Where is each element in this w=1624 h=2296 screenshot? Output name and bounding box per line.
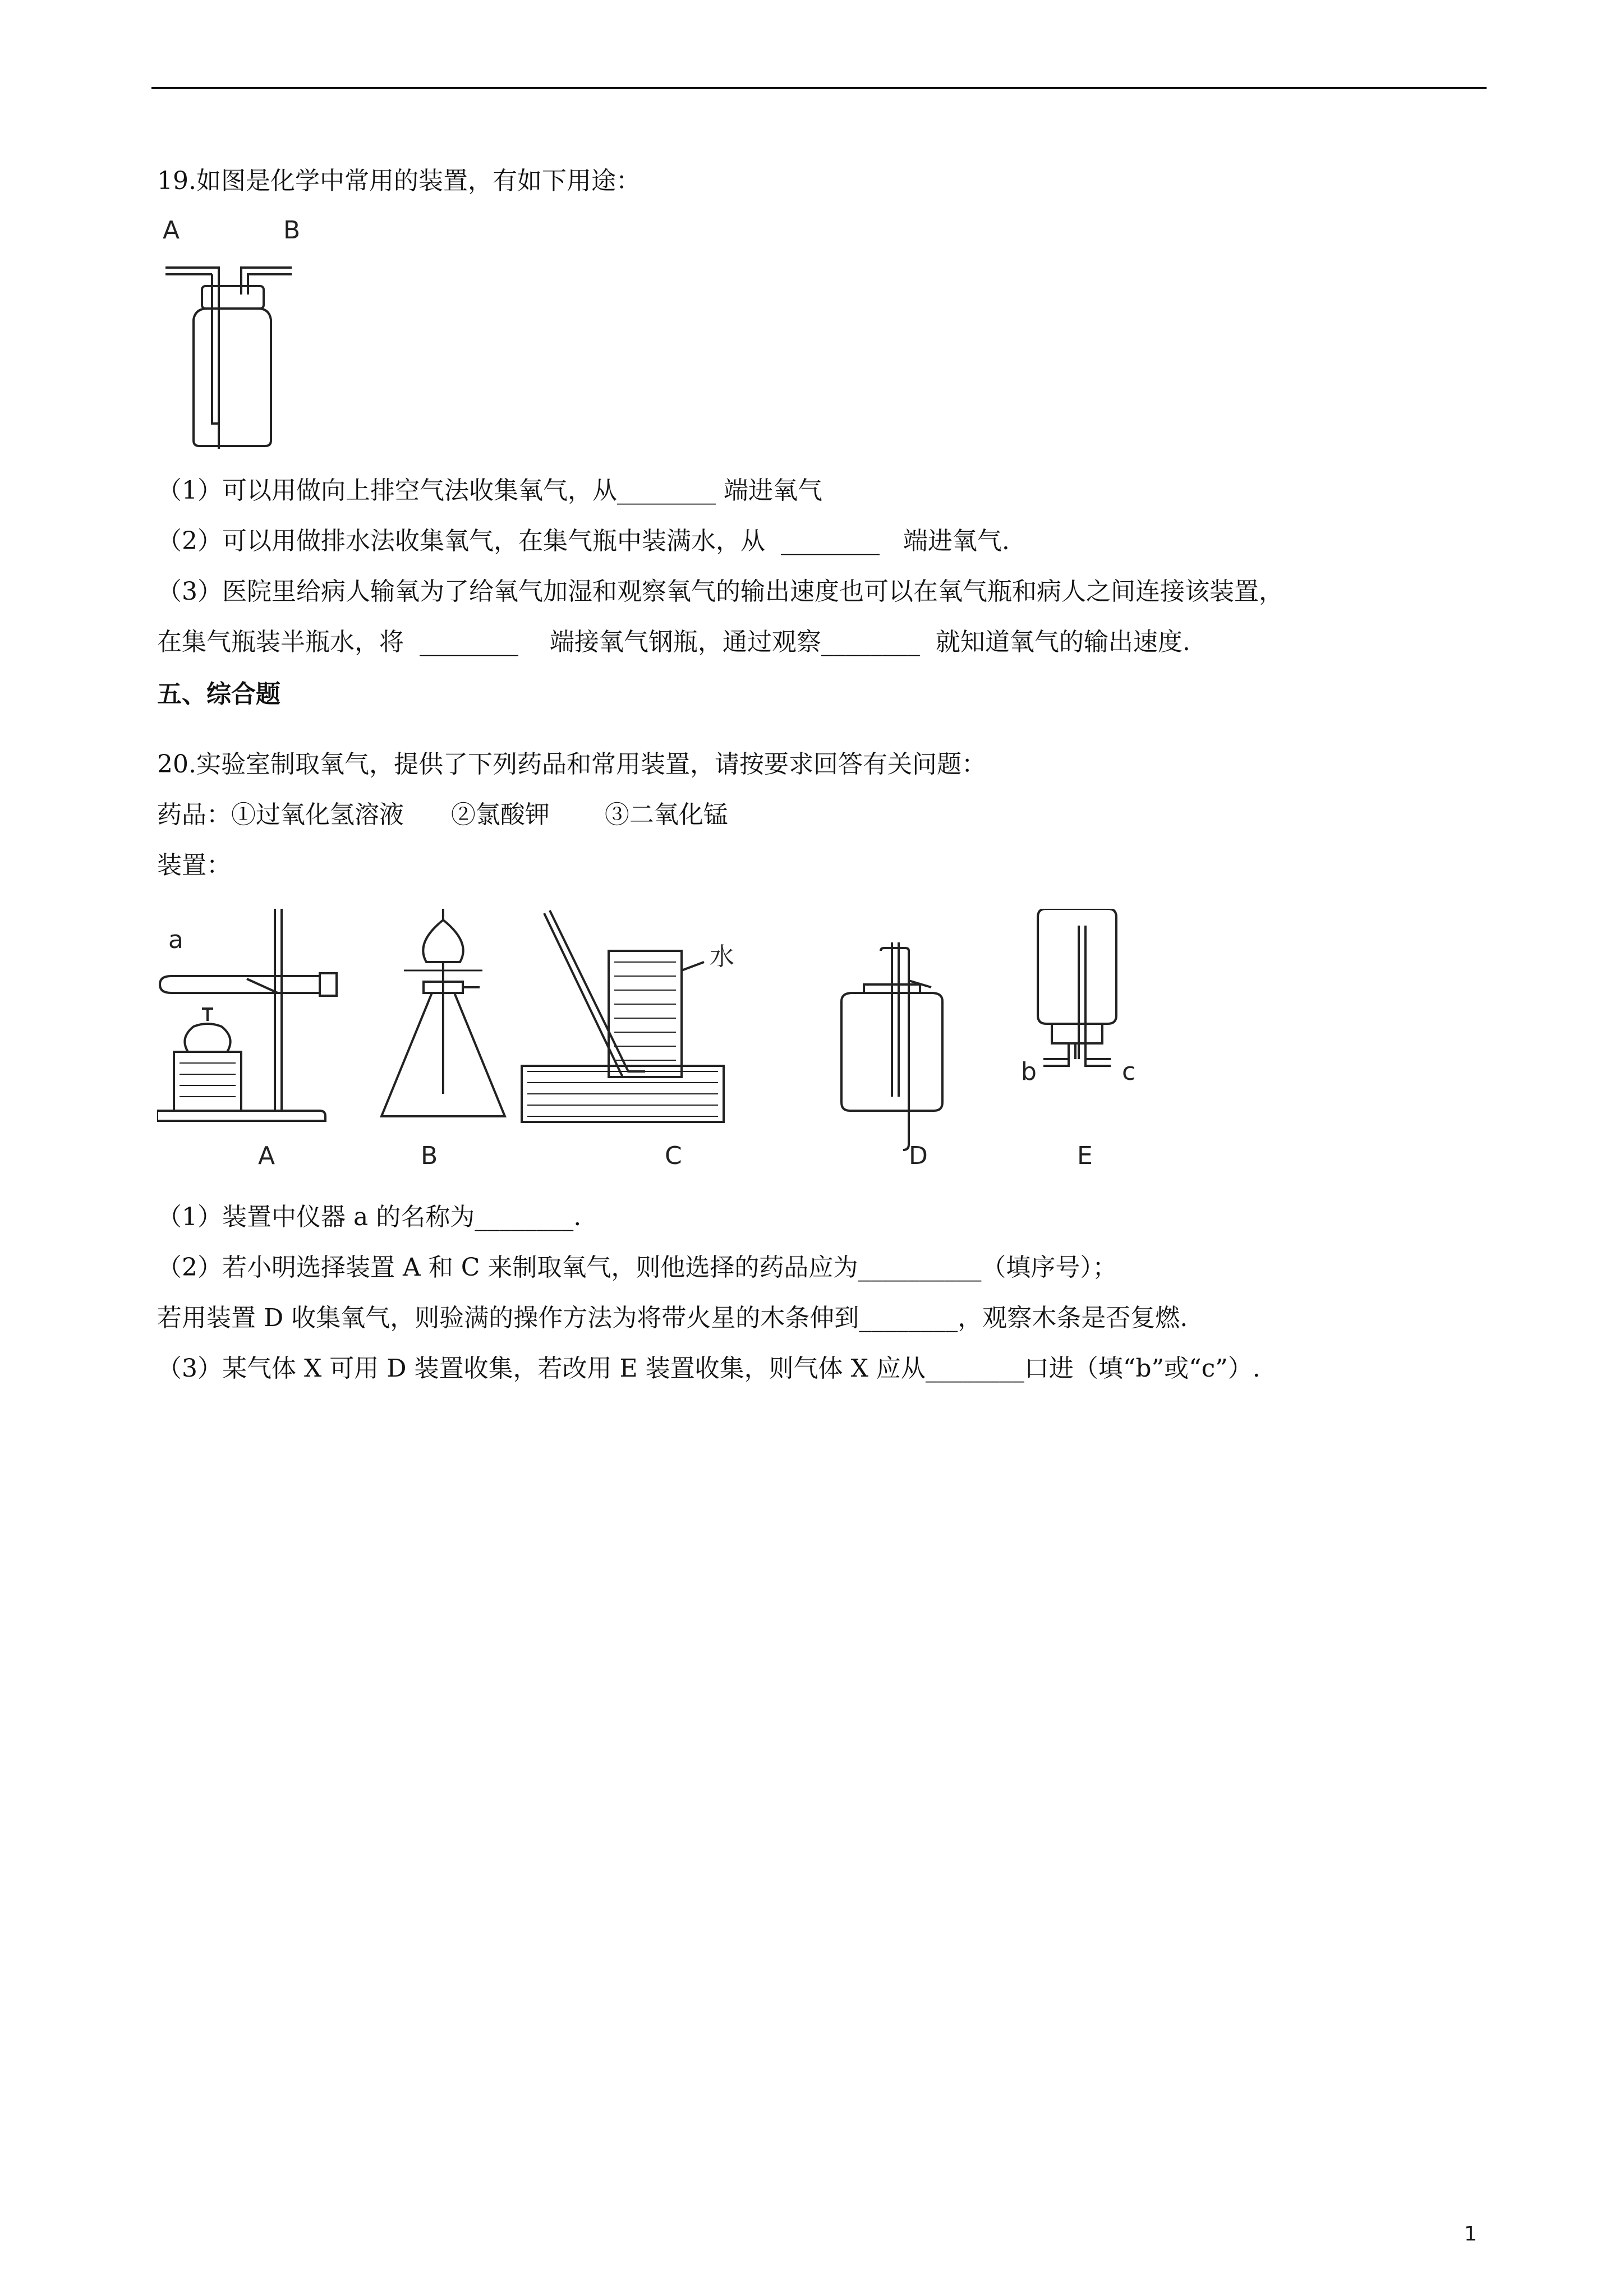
apparatus-e xyxy=(1038,909,1116,1066)
tube-label-a: a xyxy=(168,926,183,954)
page-number: 1 xyxy=(1464,2223,1477,2246)
section-heading: 五、综合题 xyxy=(157,680,280,708)
q20-part2: （2）若小明选择装置 A 和 C 来制取氧气，则他选择的药品应为__________（填序号）； xyxy=(157,1253,1117,1282)
caption-b: B xyxy=(421,1142,438,1170)
water-label: 水 xyxy=(710,942,734,971)
apparatus-c xyxy=(522,910,724,1122)
q19-part3-line2: 在集气瓶装半瓶水，将 ________ 端接氧气钢瓶，通过观察________ 就知道氧气的输出速度. xyxy=(157,628,1190,656)
apparatus-d xyxy=(841,942,942,1150)
q19-part1: （1）可以用做向上排空气法收集氧气，从________ 端进氧气 xyxy=(157,476,822,505)
header-rule xyxy=(151,87,1487,89)
q19-part2: （2）可以用做排水法收集氧气，在集气瓶中装满水，从 ________ 端进氧气. xyxy=(157,527,1010,555)
q20-drugs: 药品：①过氧化氢溶液 ②氯酸钾 ③二氧化锰 xyxy=(157,800,728,829)
figure-label-b: B xyxy=(283,216,301,245)
caption-d: D xyxy=(909,1142,928,1170)
apparatus-b xyxy=(381,909,505,1116)
q20-stem: 20.实验室制取氧气，提供了下列药品和常用装置，请按要求回答有关问题： xyxy=(157,750,986,779)
q20-part3: （3）某气体 X 可用 D 装置收集，若改用 E 装置收集，则气体 X 应从________口进（填“b”或“c”）. xyxy=(157,1354,1260,1383)
q20-part1: （1）装置中仪器 a 的名称为________. xyxy=(157,1203,582,1231)
q20-part2b: 若用装置 D 收集氧气，则验满的操作方法为将带火星的木条伸到________，观察木条是否复燃. xyxy=(157,1304,1188,1332)
apparatus-figure xyxy=(157,909,1167,1172)
apparatus-a xyxy=(157,909,337,1121)
q19-part3-line1: （3）医院里给病人输氧为了给氧气加湿和观察氧气的输出速度也可以在氧气瓶和病人之间连接该装置， xyxy=(157,577,1283,606)
figure-label-a: A xyxy=(163,216,180,245)
port-label-b: b xyxy=(1021,1057,1037,1086)
caption-e: E xyxy=(1077,1142,1093,1170)
q19-stem: 19.如图是化学中常用的装置，有如下用途： xyxy=(157,167,641,195)
gas-bottle-figure xyxy=(157,216,309,449)
q20-device-label: 装置： xyxy=(157,851,231,880)
port-label-c: c xyxy=(1122,1057,1136,1086)
caption-a: A xyxy=(258,1142,275,1170)
caption-c: C xyxy=(665,1142,682,1170)
